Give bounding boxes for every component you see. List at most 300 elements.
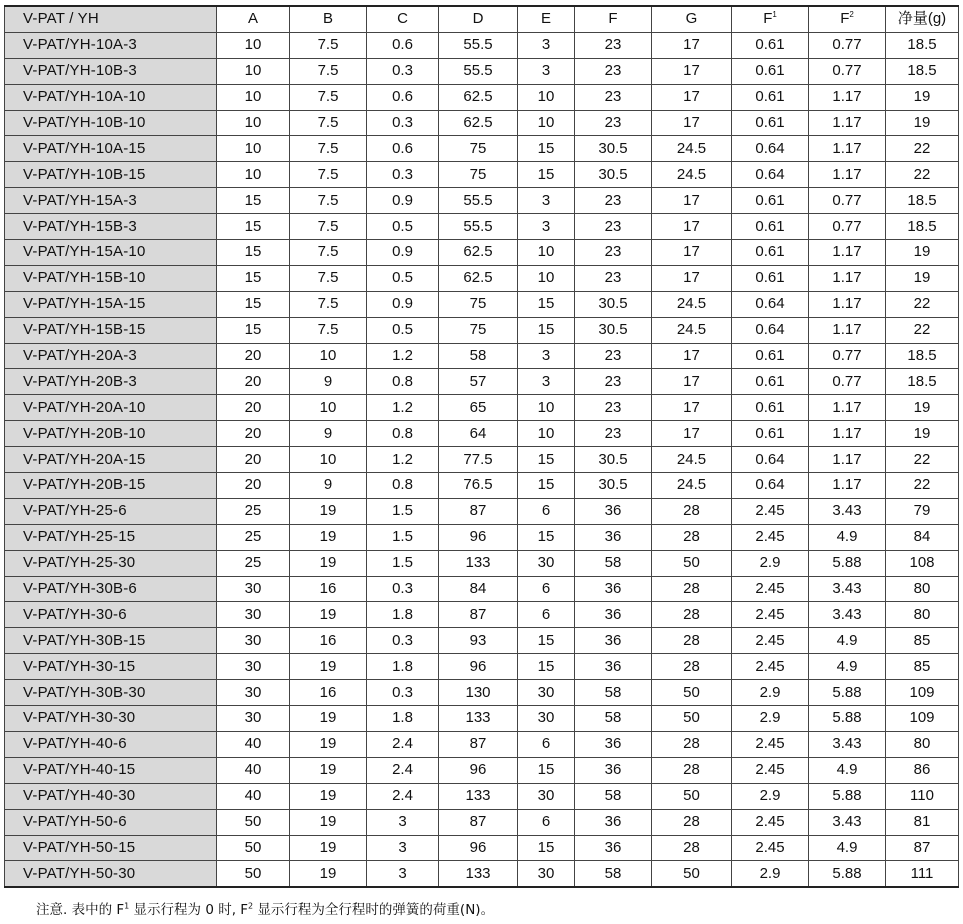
- value-cell: 64: [439, 421, 518, 447]
- value-cell: 20: [217, 421, 290, 447]
- value-cell: 19: [886, 240, 959, 266]
- table-row: [5, 680, 959, 706]
- value-cell: 50: [217, 861, 290, 887]
- table-row: [5, 421, 959, 447]
- header-col-7: [652, 6, 732, 32]
- value-cell: 87: [886, 835, 959, 861]
- value-cell: 0.5: [367, 214, 439, 240]
- value-cell: 96: [439, 524, 518, 550]
- value-cell: 10: [518, 84, 575, 110]
- value-cell: 19: [886, 421, 959, 447]
- table-row: [5, 110, 959, 136]
- model-cell: V-PAT/YH-15A-10: [5, 240, 217, 266]
- value-cell: 9: [290, 421, 367, 447]
- header-col-10: [886, 6, 959, 32]
- value-cell: 19: [886, 265, 959, 291]
- value-cell: 17: [652, 395, 732, 421]
- value-cell: 0.61: [732, 395, 809, 421]
- value-cell: 17: [652, 84, 732, 110]
- model-cell: V-PAT/YH-30B-6: [5, 576, 217, 602]
- table-row: [5, 343, 959, 369]
- value-cell: 81: [886, 809, 959, 835]
- value-cell: 18.5: [886, 214, 959, 240]
- value-cell: 0.6: [367, 32, 439, 58]
- value-cell: 84: [439, 576, 518, 602]
- value-cell: 15: [217, 317, 290, 343]
- value-cell: 20: [217, 343, 290, 369]
- value-cell: 15: [217, 188, 290, 214]
- value-cell: 2.4: [367, 731, 439, 757]
- table-row: [5, 240, 959, 266]
- table-body: [5, 32, 959, 887]
- value-cell: 23: [575, 343, 652, 369]
- value-cell: 17: [652, 343, 732, 369]
- value-cell: 10: [518, 110, 575, 136]
- model-cell: V-PAT/YH-40-15: [5, 757, 217, 783]
- value-cell: 30: [518, 680, 575, 706]
- value-cell: 55.5: [439, 188, 518, 214]
- value-cell: 18.5: [886, 188, 959, 214]
- value-cell: 1.17: [809, 421, 886, 447]
- value-cell: 19: [290, 654, 367, 680]
- table-row: [5, 524, 959, 550]
- value-cell: 0.77: [809, 343, 886, 369]
- table-row: [5, 162, 959, 188]
- value-cell: 3: [518, 343, 575, 369]
- value-cell: 19: [290, 524, 367, 550]
- value-cell: 0.61: [732, 214, 809, 240]
- value-cell: 7.5: [290, 240, 367, 266]
- value-cell: 62.5: [439, 240, 518, 266]
- table-row: [5, 783, 959, 809]
- value-cell: 77.5: [439, 447, 518, 473]
- value-cell: 80: [886, 576, 959, 602]
- value-cell: 18.5: [886, 32, 959, 58]
- value-cell: 36: [575, 498, 652, 524]
- value-cell: 15: [518, 628, 575, 654]
- value-cell: 1.2: [367, 343, 439, 369]
- value-cell: 86: [886, 757, 959, 783]
- value-cell: 0.3: [367, 576, 439, 602]
- model-cell: V-PAT/YH-15A-3: [5, 188, 217, 214]
- table-row: [5, 214, 959, 240]
- value-cell: 50: [652, 783, 732, 809]
- value-cell: 7.5: [290, 162, 367, 188]
- value-cell: 6: [518, 498, 575, 524]
- value-cell: 4.9: [809, 628, 886, 654]
- value-cell: 1.5: [367, 498, 439, 524]
- value-cell: 30: [217, 654, 290, 680]
- value-cell: 5.88: [809, 783, 886, 809]
- value-cell: 19: [290, 498, 367, 524]
- value-cell: 15: [518, 136, 575, 162]
- value-cell: 96: [439, 654, 518, 680]
- value-cell: 28: [652, 835, 732, 861]
- value-cell: 23: [575, 84, 652, 110]
- value-cell: 22: [886, 136, 959, 162]
- value-cell: 15: [217, 291, 290, 317]
- value-cell: 1.5: [367, 524, 439, 550]
- value-cell: 0.5: [367, 265, 439, 291]
- value-cell: 2.4: [367, 757, 439, 783]
- value-cell: 28: [652, 602, 732, 628]
- model-cell: V-PAT/YH-20A-3: [5, 343, 217, 369]
- value-cell: 10: [518, 240, 575, 266]
- value-cell: 15: [518, 654, 575, 680]
- value-cell: 84: [886, 524, 959, 550]
- value-cell: 24.5: [652, 473, 732, 499]
- spec-table: [4, 5, 959, 888]
- value-cell: 3: [518, 369, 575, 395]
- value-cell: 0.9: [367, 240, 439, 266]
- value-cell: 19: [290, 757, 367, 783]
- value-cell: 7.5: [290, 110, 367, 136]
- table-row: [5, 447, 959, 473]
- value-cell: 7.5: [290, 291, 367, 317]
- value-cell: 15: [518, 524, 575, 550]
- value-cell: 2.9: [732, 783, 809, 809]
- value-cell: 19: [290, 706, 367, 732]
- value-cell: 133: [439, 550, 518, 576]
- footnote-sup2: 2: [248, 901, 254, 911]
- value-cell: 85: [886, 654, 959, 680]
- value-cell: 1.17: [809, 136, 886, 162]
- value-cell: 25: [217, 550, 290, 576]
- value-cell: 40: [217, 731, 290, 757]
- footnote-part1: 注意. 表中的 F: [36, 902, 125, 918]
- value-cell: 50: [652, 861, 732, 887]
- value-cell: 75: [439, 162, 518, 188]
- value-cell: 19: [290, 783, 367, 809]
- value-cell: 19: [290, 861, 367, 887]
- value-cell: 7.5: [290, 265, 367, 291]
- value-cell: 17: [652, 369, 732, 395]
- value-cell: 15: [217, 214, 290, 240]
- value-cell: 50: [652, 680, 732, 706]
- value-cell: 24.5: [652, 291, 732, 317]
- value-cell: 23: [575, 421, 652, 447]
- table-row: [5, 628, 959, 654]
- table-row: [5, 291, 959, 317]
- value-cell: 0.3: [367, 58, 439, 84]
- value-cell: 3: [518, 188, 575, 214]
- value-cell: 87: [439, 602, 518, 628]
- value-cell: 0.64: [732, 162, 809, 188]
- model-cell: V-PAT/YH-15A-15: [5, 291, 217, 317]
- value-cell: 36: [575, 654, 652, 680]
- table-row: [5, 602, 959, 628]
- header-superscript: 2: [849, 10, 854, 20]
- model-cell: V-PAT/YH-20B-3: [5, 369, 217, 395]
- value-cell: 28: [652, 524, 732, 550]
- table-row: [5, 317, 959, 343]
- value-cell: 1.5: [367, 550, 439, 576]
- value-cell: 7.5: [290, 136, 367, 162]
- value-cell: 36: [575, 809, 652, 835]
- value-cell: 4.9: [809, 757, 886, 783]
- value-cell: 1.17: [809, 291, 886, 317]
- value-cell: 30: [518, 783, 575, 809]
- value-cell: 50: [652, 706, 732, 732]
- table-row: [5, 369, 959, 395]
- value-cell: 58: [575, 550, 652, 576]
- value-cell: 6: [518, 602, 575, 628]
- value-cell: 36: [575, 731, 652, 757]
- value-cell: 24.5: [652, 136, 732, 162]
- value-cell: 2.45: [732, 757, 809, 783]
- value-cell: 10: [217, 84, 290, 110]
- value-cell: 9: [290, 473, 367, 499]
- model-cell: V-PAT/YH-50-6: [5, 809, 217, 835]
- value-cell: 30.5: [575, 317, 652, 343]
- table-row: [5, 809, 959, 835]
- value-cell: 0.61: [732, 84, 809, 110]
- table-row: [5, 757, 959, 783]
- table-row: [5, 576, 959, 602]
- spec-table-container: [4, 5, 958, 888]
- value-cell: 30.5: [575, 291, 652, 317]
- value-cell: 0.6: [367, 84, 439, 110]
- footnote-part3: 显示行程为全行程时的弹簧的荷重(N)。: [253, 902, 495, 918]
- model-cell: V-PAT/YH-10A-3: [5, 32, 217, 58]
- header-col-5: [518, 6, 575, 32]
- table-row: [5, 58, 959, 84]
- table-row: [5, 835, 959, 861]
- value-cell: 28: [652, 498, 732, 524]
- value-cell: 23: [575, 214, 652, 240]
- value-cell: 109: [886, 706, 959, 732]
- value-cell: 2.9: [732, 680, 809, 706]
- value-cell: 28: [652, 731, 732, 757]
- value-cell: 2.9: [732, 861, 809, 887]
- footnote-part2: 显示行程为 0 时, F: [129, 902, 249, 918]
- value-cell: 0.61: [732, 188, 809, 214]
- model-cell: V-PAT/YH-30-15: [5, 654, 217, 680]
- value-cell: 65: [439, 395, 518, 421]
- value-cell: 2.45: [732, 628, 809, 654]
- model-cell: V-PAT/YH-10A-10: [5, 84, 217, 110]
- value-cell: 30.5: [575, 473, 652, 499]
- value-cell: 0.8: [367, 369, 439, 395]
- value-cell: 10: [518, 421, 575, 447]
- value-cell: 0.6: [367, 136, 439, 162]
- value-cell: 0.8: [367, 421, 439, 447]
- value-cell: 58: [575, 706, 652, 732]
- value-cell: 62.5: [439, 84, 518, 110]
- header-col-6: [575, 6, 652, 32]
- value-cell: 23: [575, 265, 652, 291]
- value-cell: 23: [575, 32, 652, 58]
- value-cell: 75: [439, 291, 518, 317]
- value-cell: 25: [217, 524, 290, 550]
- value-cell: 15: [518, 317, 575, 343]
- value-cell: 2.45: [732, 835, 809, 861]
- value-cell: 87: [439, 731, 518, 757]
- header-label: B: [322, 10, 333, 28]
- value-cell: 15: [518, 162, 575, 188]
- value-cell: 0.77: [809, 214, 886, 240]
- value-cell: 50: [217, 835, 290, 861]
- value-cell: 28: [652, 809, 732, 835]
- value-cell: 2.45: [732, 654, 809, 680]
- value-cell: 30.5: [575, 136, 652, 162]
- value-cell: 55.5: [439, 58, 518, 84]
- value-cell: 58: [575, 783, 652, 809]
- model-cell: V-PAT/YH-20B-15: [5, 473, 217, 499]
- value-cell: 7.5: [290, 188, 367, 214]
- value-cell: 3.43: [809, 602, 886, 628]
- value-cell: 1.17: [809, 473, 886, 499]
- value-cell: 96: [439, 757, 518, 783]
- model-cell: V-PAT/YH-20B-10: [5, 421, 217, 447]
- value-cell: 30: [518, 550, 575, 576]
- value-cell: 2.9: [732, 706, 809, 732]
- value-cell: 1.17: [809, 317, 886, 343]
- header-model: [5, 6, 217, 32]
- value-cell: 18.5: [886, 343, 959, 369]
- value-cell: 30: [518, 706, 575, 732]
- value-cell: 0.61: [732, 369, 809, 395]
- table-row: [5, 188, 959, 214]
- value-cell: 23: [575, 240, 652, 266]
- value-cell: 109: [886, 680, 959, 706]
- value-cell: 75: [439, 136, 518, 162]
- value-cell: 22: [886, 291, 959, 317]
- value-cell: 0.77: [809, 188, 886, 214]
- value-cell: 30.5: [575, 162, 652, 188]
- value-cell: 16: [290, 628, 367, 654]
- value-cell: 0.61: [732, 343, 809, 369]
- model-cell: V-PAT/YH-30-6: [5, 602, 217, 628]
- value-cell: 28: [652, 757, 732, 783]
- value-cell: 7.5: [290, 317, 367, 343]
- value-cell: 40: [217, 757, 290, 783]
- value-cell: 1.17: [809, 447, 886, 473]
- value-cell: 10: [290, 447, 367, 473]
- table-row: [5, 84, 959, 110]
- value-cell: 1.17: [809, 162, 886, 188]
- value-cell: 3.43: [809, 576, 886, 602]
- value-cell: 10: [217, 32, 290, 58]
- value-cell: 19: [290, 602, 367, 628]
- value-cell: 1.17: [809, 240, 886, 266]
- value-cell: 19: [290, 835, 367, 861]
- value-cell: 30: [518, 861, 575, 887]
- value-cell: 50: [217, 809, 290, 835]
- value-cell: 18.5: [886, 58, 959, 84]
- model-cell: V-PAT/YH-15B-3: [5, 214, 217, 240]
- model-cell: V-PAT/YH-40-6: [5, 731, 217, 757]
- value-cell: 2.45: [732, 731, 809, 757]
- value-cell: 3: [367, 809, 439, 835]
- value-cell: 108: [886, 550, 959, 576]
- model-cell: V-PAT/YH-15B-15: [5, 317, 217, 343]
- table-row: [5, 136, 959, 162]
- value-cell: 0.64: [732, 473, 809, 499]
- table-row: [5, 395, 959, 421]
- value-cell: 10: [217, 110, 290, 136]
- value-cell: 0.9: [367, 291, 439, 317]
- value-cell: 1.2: [367, 447, 439, 473]
- value-cell: 0.8: [367, 473, 439, 499]
- value-cell: 58: [439, 343, 518, 369]
- value-cell: 23: [575, 369, 652, 395]
- value-cell: 28: [652, 654, 732, 680]
- value-cell: 6: [518, 731, 575, 757]
- value-cell: 10: [518, 265, 575, 291]
- value-cell: 96: [439, 835, 518, 861]
- value-cell: 19: [886, 395, 959, 421]
- value-cell: 57: [439, 369, 518, 395]
- value-cell: 20: [217, 473, 290, 499]
- value-cell: 17: [652, 58, 732, 84]
- value-cell: 1.8: [367, 654, 439, 680]
- model-cell: V-PAT/YH-20A-15: [5, 447, 217, 473]
- value-cell: 7.5: [290, 58, 367, 84]
- value-cell: 2.4: [367, 783, 439, 809]
- value-cell: 3: [518, 58, 575, 84]
- value-cell: 0.64: [732, 447, 809, 473]
- value-cell: 24.5: [652, 162, 732, 188]
- value-cell: 17: [652, 188, 732, 214]
- value-cell: 36: [575, 835, 652, 861]
- value-cell: 17: [652, 214, 732, 240]
- value-cell: 23: [575, 188, 652, 214]
- value-cell: 0.3: [367, 628, 439, 654]
- value-cell: 2.45: [732, 524, 809, 550]
- footnote: [36, 898, 494, 918]
- value-cell: 6: [518, 576, 575, 602]
- model-cell: V-PAT/YH-30B-15: [5, 628, 217, 654]
- value-cell: 15: [518, 835, 575, 861]
- table-row: [5, 265, 959, 291]
- value-cell: 0.61: [732, 265, 809, 291]
- value-cell: 110: [886, 783, 959, 809]
- value-cell: 28: [652, 628, 732, 654]
- value-cell: 17: [652, 110, 732, 136]
- table-row: [5, 706, 959, 732]
- model-cell: V-PAT/YH-30-30: [5, 706, 217, 732]
- value-cell: 30: [217, 706, 290, 732]
- value-cell: 3.43: [809, 731, 886, 757]
- model-cell: V-PAT/YH-25-30: [5, 550, 217, 576]
- value-cell: 133: [439, 783, 518, 809]
- header-label: A: [247, 10, 258, 28]
- value-cell: 0.3: [367, 680, 439, 706]
- value-cell: 0.61: [732, 32, 809, 58]
- value-cell: 9: [290, 369, 367, 395]
- value-cell: 15: [518, 291, 575, 317]
- header-label: F: [840, 10, 850, 28]
- value-cell: 0.64: [732, 136, 809, 162]
- value-cell: 19: [290, 731, 367, 757]
- value-cell: 2.45: [732, 498, 809, 524]
- value-cell: 5.88: [809, 680, 886, 706]
- value-cell: 17: [652, 32, 732, 58]
- header-label: E: [540, 10, 551, 28]
- header-superscript: 1: [772, 10, 777, 20]
- value-cell: 10: [290, 395, 367, 421]
- value-cell: 130: [439, 680, 518, 706]
- model-cell: V-PAT/YH-15B-10: [5, 265, 217, 291]
- value-cell: 15: [217, 265, 290, 291]
- value-cell: 1.8: [367, 706, 439, 732]
- value-cell: 36: [575, 628, 652, 654]
- value-cell: 15: [217, 240, 290, 266]
- value-cell: 50: [652, 550, 732, 576]
- value-cell: 18.5: [886, 369, 959, 395]
- model-cell: V-PAT/YH-10B-15: [5, 162, 217, 188]
